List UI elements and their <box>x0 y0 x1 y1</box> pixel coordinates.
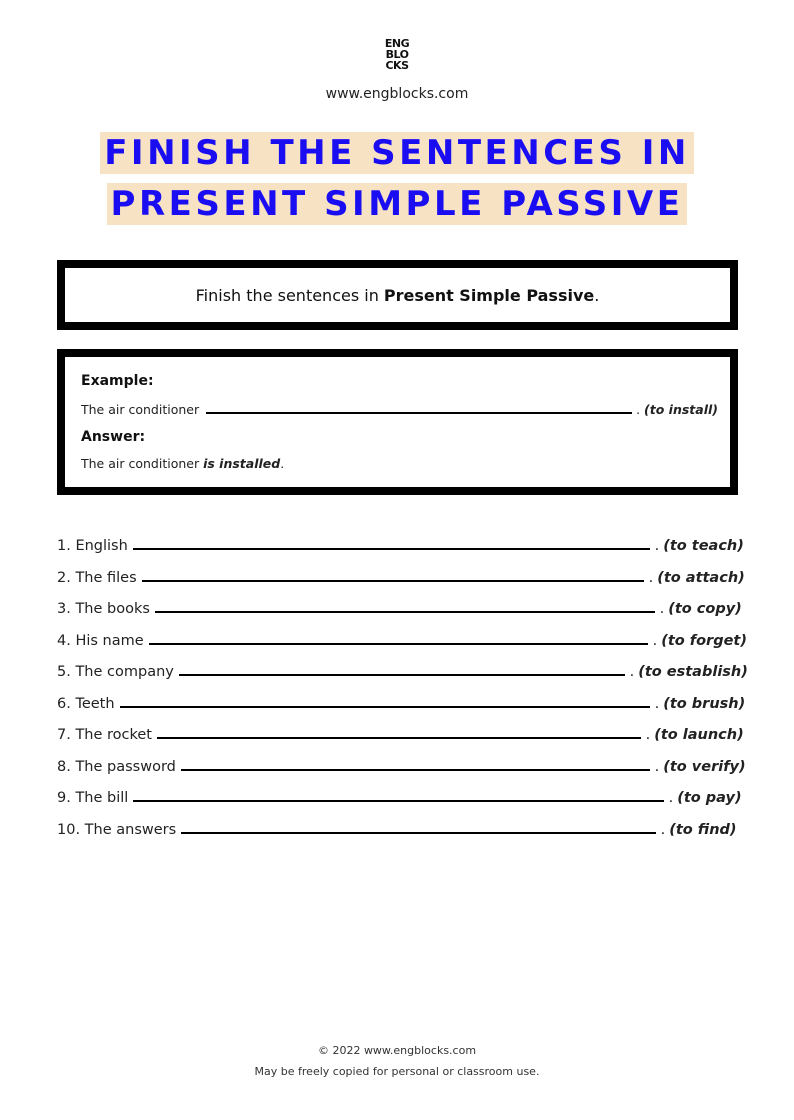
answer-label: Answer: <box>81 429 146 445</box>
answer-verb: is installed <box>203 456 281 471</box>
instruction-box <box>57 260 738 330</box>
exercise-prompt: 10. The answers <box>57 822 177 838</box>
example-label: Example: <box>81 373 154 389</box>
instruction-end: . <box>594 285 600 305</box>
answer-blank[interactable] <box>142 566 644 582</box>
exercise-item <box>57 660 748 680</box>
exercise-item <box>57 597 742 617</box>
answer-blank[interactable] <box>155 597 655 613</box>
exercise-item <box>57 723 744 743</box>
logo-line-1: ENG <box>384 37 410 50</box>
period: . <box>656 822 666 838</box>
example-sentence-start: The air conditioner <box>81 402 200 417</box>
answer-blank[interactable] <box>179 660 625 676</box>
example-blank <box>206 400 632 414</box>
title-line-2: PRESENT SIMPLE PASSIVE <box>107 183 688 225</box>
exercise-item <box>57 534 744 554</box>
answer-blank[interactable] <box>133 534 650 550</box>
verb-hint: (to attach) <box>657 570 745 586</box>
verb-hint: (to establish) <box>638 664 748 680</box>
exercise-item <box>57 786 742 806</box>
answer-blank[interactable] <box>181 818 656 834</box>
exercise-prompt: 2. The files <box>57 570 137 586</box>
period: . <box>625 664 635 680</box>
exercise-prompt: 7. The rocket <box>57 727 152 743</box>
footer-license: May be freely copied for personal or classroom use. <box>254 1065 540 1078</box>
period: . <box>664 790 674 806</box>
answer-blank[interactable] <box>149 629 648 645</box>
answer-blank[interactable] <box>181 755 650 771</box>
exercise-item <box>57 818 737 838</box>
exercise-item <box>57 566 745 586</box>
period: . <box>655 601 665 617</box>
period: . <box>650 538 660 554</box>
example-hint: (to install) <box>644 402 718 417</box>
verb-hint: (to brush) <box>663 696 746 712</box>
answer-blank[interactable] <box>157 723 641 739</box>
instruction-bold: Present Simple Passive <box>383 285 595 305</box>
logo-line-2: BLO <box>385 48 409 61</box>
exercise-prompt: 6. Teeth <box>57 696 115 712</box>
answer-end: . <box>280 456 285 471</box>
example-sentence <box>81 400 718 417</box>
answer-sentence <box>81 456 284 471</box>
period: . <box>641 727 651 743</box>
period: . <box>650 696 660 712</box>
verb-hint: (to forget) <box>661 633 747 649</box>
title-line-1: FINISH THE SENTENCES IN <box>100 132 694 174</box>
verb-hint: (to copy) <box>668 601 742 617</box>
period: . <box>648 633 658 649</box>
verb-hint: (to verify) <box>663 759 746 775</box>
logo-line-3: CKS <box>385 59 409 72</box>
site-url[interactable]: www.engblocks.com <box>325 86 469 102</box>
exercise-prompt: 1. English <box>57 538 128 554</box>
exercise-prompt: 3. The books <box>57 601 150 617</box>
verb-hint: (to pay) <box>677 790 742 806</box>
verb-hint: (to teach) <box>663 538 744 554</box>
instruction-text: Finish the sentences in <box>195 285 379 305</box>
period: . <box>644 570 654 586</box>
period: . <box>650 759 660 775</box>
verb-hint: (to find) <box>669 822 737 838</box>
engblocks-logo <box>0 38 794 71</box>
verb-hint: (to launch) <box>654 727 744 743</box>
answer-blank[interactable] <box>120 692 650 708</box>
exercise-prompt: 9. The bill <box>57 790 129 806</box>
exercise-prompt: 5. The company <box>57 664 174 680</box>
answer-start: The air conditioner <box>81 456 200 471</box>
exercise-item <box>57 755 746 775</box>
example-period: . <box>636 402 641 417</box>
answer-blank[interactable] <box>133 786 664 802</box>
exercise-prompt: 8. The password <box>57 759 176 775</box>
exercise-prompt: 4. His name <box>57 633 144 649</box>
footer-copyright: © 2022 www.engblocks.com <box>317 1044 477 1057</box>
exercise-item <box>57 629 747 649</box>
worksheet-title <box>0 132 794 234</box>
example-box <box>57 349 738 495</box>
exercise-item <box>57 692 745 712</box>
